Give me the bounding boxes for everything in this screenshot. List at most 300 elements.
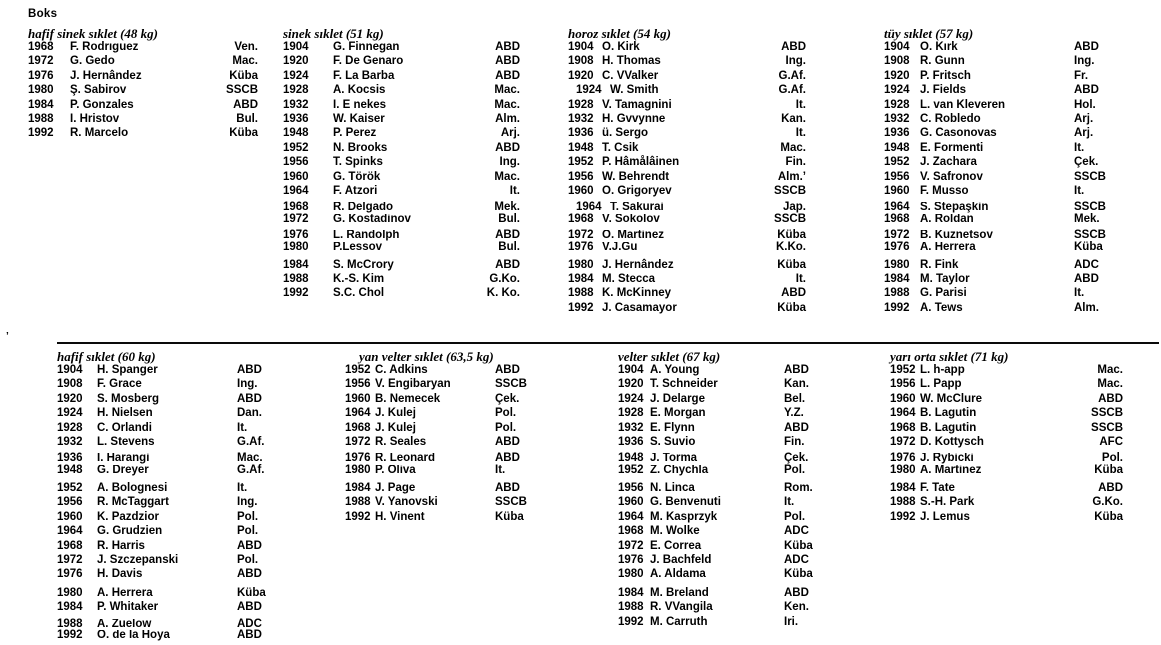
year-cell: 1948 [884,141,910,154]
name-cell: P.Lessov [333,241,383,253]
row-group [568,202,806,226]
name-cell: V. Yanovski [375,496,438,509]
year-cell: 1936 [283,113,309,126]
country-cell: ADC [1074,258,1099,271]
column-rows [890,363,1123,524]
country-cell: G.Af. [778,84,806,97]
table-row [618,615,832,629]
name-cell: R. Delgado [333,202,394,214]
country-cell: ABD [237,392,262,405]
name-cell: O. Kırk [920,41,958,53]
name-cell: J. Kulej [375,407,416,420]
table-row [283,202,520,214]
table-row [568,40,806,54]
year-cell: 1956 [890,378,916,391]
name-cell: K. McKinney [602,287,672,300]
name-cell: S.C. Chol [333,287,385,300]
section-divider [57,342,1159,344]
country-cell: Pol. [237,510,259,523]
name-cell: L. Papp [920,378,962,391]
country-cell: Çek. [1074,156,1099,169]
table-row [57,630,285,642]
name-cell: G. Gedo [70,55,115,68]
name-cell: P. Fritsch [920,69,971,82]
country-cell: ADC [237,617,262,630]
table-row [57,481,285,495]
table-row [568,272,806,286]
column-header: tüy sıklet (57 kg) [884,26,974,41]
year-cell: 1948 [57,464,83,477]
name-cell: T. Sakurai [610,202,664,214]
year-cell: 1956 [345,378,371,391]
country-cell: ABD [237,364,262,376]
country-cell: Dan. [237,407,262,420]
name-cell: J. Fields [920,84,967,97]
country-cell: SSCB [774,213,806,226]
name-cell: R. Fink [920,258,959,271]
country-cell: ABD [1074,41,1099,53]
name-cell: H. Thomas [602,55,661,68]
country-cell: Pol. [495,421,517,434]
row-group [568,40,806,198]
weight-column-67kg [618,350,832,629]
name-cell: S. Stepaşkin [920,202,989,214]
year-cell: 1960 [345,392,371,405]
country-cell: Ing. [785,55,806,68]
year-cell: 1952 [57,482,83,495]
country-cell: Arj. [1074,127,1094,140]
name-cell: J. Casamayor [602,301,677,314]
year-cell: 1956 [884,170,910,183]
country-cell: Bul. [236,113,258,126]
year-cell: 1976 [57,568,83,581]
year-cell: 1964 [345,407,371,420]
country-cell: ABD [237,629,262,642]
weight-column-51kg [283,27,520,301]
column-rows [57,363,285,642]
country-cell: Küba [237,586,266,599]
year-cell: 1904 [568,41,594,53]
name-cell: M. Stecca [602,273,656,286]
country-cell: Mac. [494,98,520,111]
year-cell: 1988 [568,287,594,300]
year-cell: 1908 [568,55,594,68]
country-cell: Bul. [498,240,520,253]
year-cell: 1960 [283,170,309,183]
year-cell: 1988 [890,496,916,509]
name-cell: E. Correa [650,539,702,552]
country-cell: G.Ko. [1092,496,1123,509]
table-row [618,510,832,524]
table-row [28,69,258,83]
country-cell: Bul. [498,213,520,226]
row-group [884,202,1121,226]
name-cell: P. Perez [333,127,377,140]
stray-mark: ’ [6,331,9,342]
row-group [57,481,285,582]
country-cell: Küba [777,301,806,314]
year-cell: 1904 [884,41,910,53]
name-cell: G. Benvenuti [650,496,721,509]
year-cell: 1928 [618,407,644,420]
weight-column-48kg [28,27,258,141]
name-cell: E. Flynn [650,421,695,434]
table-row [568,155,806,169]
name-cell: R. Leonard [375,453,436,465]
year-cell: 1984 [283,258,309,271]
name-cell: M. Taylor [920,273,970,286]
table-row [283,40,520,54]
table-row [345,363,561,377]
table-row [890,406,1123,420]
year-cell: 1984 [890,482,916,495]
table-row [568,258,806,272]
year-cell: 1932 [618,421,644,434]
year-cell: 1952 [884,156,910,169]
year-cell: 1984 [345,482,371,495]
country-cell: Fin. [784,436,805,449]
year-cell: 1904 [283,41,309,53]
row-group [890,481,1123,524]
country-cell: Alm. [1074,301,1099,314]
name-cell: A. Kocsis [333,84,386,97]
country-cell: It. [795,98,806,111]
country-cell: Ven. [234,41,258,53]
table-row [884,184,1121,198]
country-cell: ABD [1098,482,1123,495]
name-cell: C. VValker [602,69,659,82]
table-row [57,392,285,406]
country-cell: Rom. [784,482,813,495]
column-header: horoz sıklet (54 kg) [568,26,671,41]
country-cell: Jap. [782,201,806,214]
name-cell: H. Gvvynne [602,113,666,126]
year-cell: 1976 [283,229,309,242]
table-row [568,286,806,300]
table-row [345,510,561,524]
name-cell: C. Orlandi [97,421,152,434]
table-row [568,112,806,126]
year-cell: 1924 [576,84,602,97]
year-cell: 1972 [890,436,916,449]
year-cell: 1952 [345,364,371,376]
name-cell: K.-S. Kim [333,273,385,286]
name-cell: J. Bachfeld [650,554,712,567]
name-cell: V. Safronov [920,170,983,183]
row-group [884,230,1121,254]
name-cell: W. Kaiser [333,113,385,126]
row-group [890,453,1123,477]
column-header: velter sıklet (67 kg) [618,349,721,364]
name-cell: A. Zuelow [97,618,152,630]
name-cell: H. Vinent [375,510,425,523]
page-title: Boks [28,8,58,20]
name-cell: F. Grace [97,378,142,391]
country-cell: ABD [237,539,262,552]
row-group [618,453,832,477]
year-cell: 1928 [57,421,83,434]
name-cell: J. Delarge [650,392,705,405]
year-cell: 1936 [568,127,594,140]
country-cell: ABD [784,586,809,599]
name-cell: L. van Kleveren [920,98,1006,111]
row-group [884,258,1121,316]
country-cell: ABD [495,55,520,68]
country-cell: ABD [495,41,520,53]
table-row [618,421,832,435]
country-cell: Bel. [784,392,806,405]
name-cell: J. Kulej [375,421,416,434]
name-cell: A. Herrera [920,241,976,253]
country-cell: ADC [784,525,809,538]
name-cell: F. Atzori [333,185,378,198]
column-rows [345,363,561,524]
country-cell: ABD [237,601,262,614]
row-group [57,453,285,477]
table-row [345,406,561,420]
name-cell: J. Zachara [920,156,977,169]
year-cell: 1956 [618,482,644,495]
year-cell: 1952 [568,156,594,169]
name-cell: F. Tate [920,482,955,495]
year-cell: 1968 [890,421,916,434]
name-cell: J. Lemus [920,510,970,523]
table-row [283,170,520,184]
name-cell: T. Csik [602,141,639,154]
country-cell: Ing. [499,156,520,169]
country-cell: Küba [1094,510,1123,523]
table-row [568,202,806,214]
country-cell: Mac. [780,141,806,154]
table-row [568,83,806,97]
name-cell: H. Nielsen [97,407,153,420]
name-cell: V. Engibaryan [375,378,451,391]
name-cell: E. Formenti [920,141,984,154]
table-row [568,184,806,198]
year-cell: 1972 [57,554,83,567]
table-row [568,230,806,242]
row-group [57,619,285,643]
row-group [890,363,1123,449]
name-cell: O. de la Hoya [97,630,170,642]
table-row [618,524,832,538]
table-row [618,377,832,391]
year-cell: 1988 [884,287,910,300]
country-cell: Y.Z. [784,407,804,420]
year-cell: 1980 [345,464,371,477]
table-row [283,112,520,126]
year-cell: 1920 [283,55,309,68]
table-row [345,481,561,495]
year-cell: 1964 [884,201,910,214]
column-header: yarı orta sıklet (71 kg) [890,349,1009,364]
weight-column-57kg [884,27,1121,315]
year-cell: 1968 [57,539,83,552]
table-row [283,126,520,140]
name-cell: F. De Genaro [333,55,404,68]
name-cell: V.J.Gu [602,241,638,253]
country-cell: Çek. [495,392,520,405]
table-row [618,481,832,495]
name-cell: W. McClure [920,392,982,405]
name-cell: F. La Barba [333,69,395,82]
country-cell: ABD [495,141,520,154]
year-cell: 1920 [57,392,83,405]
name-cell: R. Gunn [920,55,965,68]
year-cell: 1952 [890,364,916,376]
name-cell: J. Rybicki [920,453,974,465]
name-cell: F. Musso [920,185,969,198]
row-group [618,586,832,629]
table-row [884,54,1121,68]
name-cell: B. Lagutin [920,421,977,434]
name-cell: S. Mosberg [97,392,159,405]
country-cell: SSCB [1074,201,1106,214]
name-cell: H. Davis [97,568,143,581]
table-row [884,272,1121,286]
name-cell: R. VVangila [650,601,713,614]
country-cell: AFC [1099,436,1123,449]
year-cell: 1980 [57,586,83,599]
year-cell: 1936 [884,127,910,140]
country-cell: Küba [1074,240,1103,253]
year-cell: 1976 [618,554,644,567]
table-row [283,258,520,272]
table-row [283,242,520,254]
country-cell: ADC [784,554,809,567]
country-cell: ABD [495,229,520,242]
country-cell: ABD [495,69,520,82]
table-row [618,363,832,377]
year-cell: 1968 [345,421,371,434]
table-row [884,83,1121,97]
year-cell: 1972 [884,229,910,242]
row-group [283,258,520,301]
year-cell: 1932 [568,113,594,126]
country-cell: Mac. [237,452,263,465]
country-cell: Küba [1094,464,1123,477]
country-cell: Küba [495,510,524,523]
year-cell: 1984 [568,273,594,286]
country-cell: Pol. [237,554,259,567]
year-cell: 1992 [618,615,644,628]
table-row [884,170,1121,184]
column-header: hafif sinek sıklet (48 kg) [28,26,158,41]
year-cell: 1960 [884,185,910,198]
country-cell: ABD [495,482,520,495]
year-cell: 1980 [568,258,594,271]
year-cell: 1964 [57,525,83,538]
table-row [568,214,806,226]
year-cell: 1960 [618,496,644,509]
name-cell: M. Wolke [650,525,700,538]
row-group [568,230,806,254]
name-cell: H. Spanger [97,364,158,376]
name-cell: G. Casonovas [920,127,997,140]
row-group [57,586,285,615]
table-row [568,69,806,83]
name-cell: L. Randolph [333,230,400,242]
year-cell: 1968 [283,201,309,214]
year-cell: 1964 [576,201,602,214]
country-cell: Pol. [784,510,806,523]
year-cell: 1972 [28,55,54,68]
name-cell: A. Young [650,364,700,376]
country-cell: Fr. [1074,69,1089,82]
table-row [884,242,1121,254]
country-cell: ABD [781,41,806,53]
country-cell: ABD [495,452,520,465]
year-cell: 1976 [28,69,54,82]
row-group [283,40,520,198]
year-cell: 1976 [890,452,916,465]
column-rows [884,40,1121,315]
country-cell: G.Af. [237,464,265,477]
table-row [57,524,285,538]
name-cell: N. Linca [650,482,695,495]
row-group [618,481,832,582]
country-cell: Ing. [237,378,258,391]
year-cell: 1976 [884,240,910,253]
country-cell: ABD [495,436,520,449]
country-cell: Arj. [500,127,520,140]
table-row [283,98,520,112]
table-row [618,539,832,553]
row-group [618,363,832,449]
year-cell: 1992 [884,301,910,314]
table-row [57,586,285,600]
table-row [345,421,561,435]
year-cell: 1980 [28,84,54,97]
name-cell: J. Torma [650,453,698,465]
year-cell: 1968 [884,213,910,226]
row-group [345,481,561,524]
country-cell: SSCB [1074,170,1106,183]
table-row [28,98,258,112]
name-cell: A. Aldama [650,568,706,581]
country-cell: Küba [229,127,258,140]
table-row [57,465,285,477]
table-row [283,286,520,300]
year-cell: 1960 [890,392,916,405]
table-row [890,363,1123,377]
column-header: hafif sıklet (60 kg) [57,349,156,364]
country-cell: Mac. [232,55,258,68]
column-header: sinek sıklet (51 kg) [283,26,384,41]
table-row [884,112,1121,126]
table-row [890,465,1123,477]
table-row [345,435,561,449]
row-group [345,453,561,477]
weight-column-71kg [890,350,1123,524]
table-row [345,392,561,406]
country-cell: ABD [237,568,262,581]
table-row [618,586,832,600]
year-cell: 1968 [618,525,644,538]
year-cell: 1936 [57,452,83,465]
name-cell: C. Adkins [375,364,428,376]
year-cell: 1968 [568,213,594,226]
table-row [568,170,806,184]
column-rows [568,40,806,315]
table-row [568,141,806,155]
year-cell: 1924 [884,84,910,97]
row-group [28,40,258,141]
table-row [618,600,832,614]
country-cell: Mac. [494,84,520,97]
country-cell: ABD [1074,273,1099,286]
name-cell: F. Rodrıguez [70,41,139,53]
